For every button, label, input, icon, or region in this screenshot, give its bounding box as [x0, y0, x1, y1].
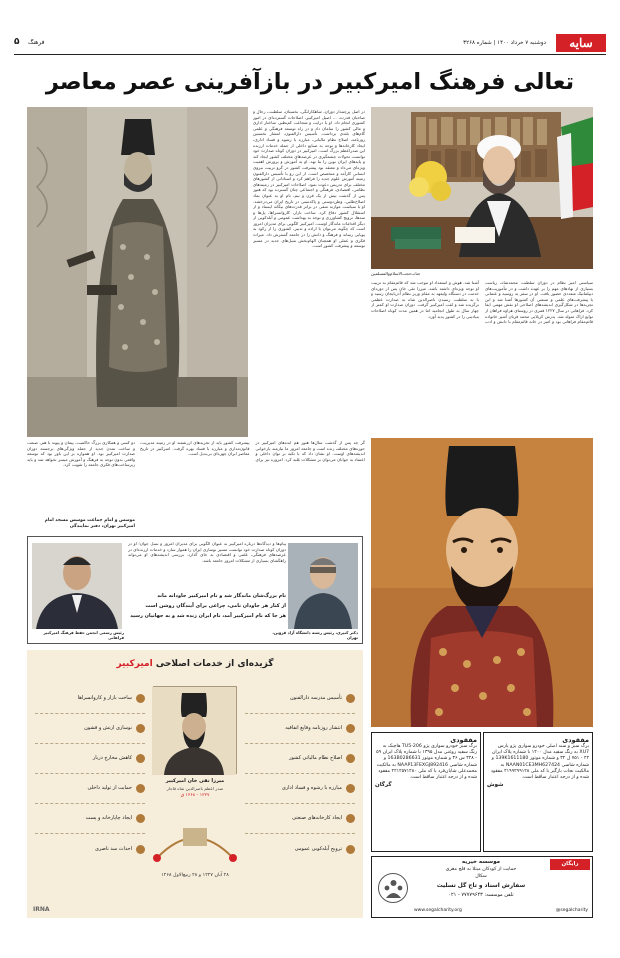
- ad-body: برگ سبز و سند اصلی خودرو سواری پژو پارس XU7 به رنگ سفید مدل ۱۴۰۰ با شماره پلاک ایران ۴۴ - ۷۵۱ ل ۳۲ و شماره موتور 139K1611180 و شماره شاسی NAAN01CE3MH627424 به مالکیت نجات بازگیر با کد ملی ۴۱۹۹۲۹۹۱۲۸ مفقود شده و از درجه اعتبار ساقط است.: [490, 744, 589, 781]
- page-header: [14, 33, 606, 55]
- list-item: مبارزه با رشوه و فساد اداری: [245, 774, 355, 804]
- item-marker-icon: [136, 845, 145, 854]
- amir-kabir-painting: [371, 438, 593, 727]
- infographic-title: [27, 658, 363, 670]
- timeline-decoration: [147, 808, 243, 868]
- amir-kabir-illustration: [371, 438, 593, 727]
- classified-lost-1: [483, 732, 593, 852]
- article-body-lower: گر چه پس از گذشت سال‌ها هنوز هم ایده‌های امیرکبیر در حوزه‌های مختلف زنده است و جامعه امروز ما نیازمند بازخوانی اندیشه‌های اوست. او نشان داد که با تکیه بر توان داخلی و اعتماد به جوانان می‌توان بر مشکلات غلبه کرد. امروزه نیز برای پیشرفت کشور باید از تجربه‌های ارزشمند او در زمینه مدیریت، قانون‌مداری و مبارزه با فساد بهره گرفت. امیرکبیر در تاریخ معاصر ایران چهره‌ای بی‌بدیل است.: [140, 440, 365, 462]
- charity-instagram: @segalcharity: [555, 908, 588, 913]
- list-item: ترویج آبله‌کوبی عمومی: [245, 834, 355, 864]
- infographic-portrait-illustration: [152, 687, 236, 775]
- charity-logo-graphic: [380, 874, 407, 901]
- charity-website: www.segalcharity.org: [414, 908, 462, 913]
- list-item: ساخت بازار و کاروانسراها: [35, 684, 145, 714]
- ad-body: برگ سبز خودرو سواری پژو 206-TU5 هاچبک به رنگ سفید روغنی مدل ۱۳۹۵ با شماره پلاک ایران ۵۹ - ۳۲۸ س ۳۶ و شماره موتور 163B0286631 و شماره شاسی NAAP13FEXGJ892416 به مالکیت محمدعلی شایان‌فرد با کد ملی ۲۲۱۲۵۷۱۲۸۰ مفقود شده و از درجه اعتبار ساقط است.: [376, 744, 477, 781]
- item-marker-icon: [346, 845, 355, 854]
- item-marker-icon: [346, 814, 355, 823]
- interview-text: پیام‌ها و دیدگاه‌ها درباره امیرکبیر به عنوان الگویی برای مدیران امروز و نسل جوان؛ او در دوران کوتاه صدارت خود توانست مسیر نوسازی ایران را هموار سازد و خدمات ارزنده‌ای در عرصه‌های فرهنگی، علمی و اقتصادی به جای گذارد. بررسی اندیشه‌های او می‌تواند راهگشای بسیاری از مشکلات امروز جامعه باشد.: [128, 541, 286, 563]
- portrait-caption: موسس و امام جماعت موسس مسجد امام امیرکبیر تهران، دفتر نمایندگی: [44, 518, 135, 529]
- person-right-illustration: [288, 543, 358, 629]
- issue-date: دوشنبه ۷ خرداد ۱۴۰۰ | شماره ۳۲۶۸: [463, 40, 546, 46]
- person-left-caption: رئیس رسمی انجمن حفظ فرهنگ امیرکبیر فراهانی: [43, 630, 124, 640]
- person-right-caption: دکتر کبیری، رئیس رشته دانشگاه آزاد قزوین، تهران: [272, 630, 358, 640]
- interview-quote-1: نام بزرگ‌شان ماندگار شد و نام امیرکبیر جاودانه ماند: [157, 593, 286, 599]
- infographic-items-right: [245, 684, 355, 864]
- charity-tagline-2: سکال: [475, 874, 487, 879]
- list-item: نوسازی ارتش و قشون: [35, 714, 145, 744]
- item-marker-icon: [346, 784, 355, 793]
- free-badge: رایگان: [550, 859, 590, 870]
- cleric-photo: [371, 107, 593, 269]
- infographic-timeline: [147, 808, 243, 868]
- charity-cta: سفارش اسناد و تاج گل تسلیت: [436, 883, 526, 889]
- cleric-caption: جناب‌حجت‌الاسلام‌والمسلمین: [371, 271, 421, 276]
- infographic-portrait: [153, 686, 237, 774]
- historic-portrait-photo: [27, 107, 248, 437]
- infographic-portrait-name: میرزا تقی خان امیرکبیر: [165, 778, 225, 784]
- infographic-source: IRNA: [33, 906, 50, 913]
- page-title: تعالی فرهنگ امیرکبیر در بازآفرینی عصر معاصر: [45, 69, 575, 95]
- charity-logo-icon: [378, 873, 408, 903]
- item-marker-icon: [136, 784, 145, 793]
- interview-box: [27, 536, 363, 644]
- infographic-years: ۱۲۲۷ - ۱۲۶۸ ق: [180, 793, 210, 798]
- cleric-illustration: [371, 107, 593, 269]
- list-item: حمایت از تولید داخلی: [35, 774, 145, 804]
- infographic-title-main: گزیده‌ای از خدمات اصلاحی: [155, 659, 274, 669]
- logo: سایه: [556, 34, 606, 52]
- infographic-timeline-label: ۲۸ آبان ۱۲۲۷ و ۲۸ ربیع‌الاول ۱۲۶۸: [161, 873, 229, 878]
- article-body-leftmost: دو کسی و همکاری بزرگ حاکمیت، پیمان و پیوند با هنر، صنعت و ساخت تمدن جدید از جمله ویژگی‌های برجسته دوران صدارت امیرکبیر بود. او همواره بر این باور بود که توسعه واقعی بدون توجه به فرهنگ و آموزش میسر نخواهد شد و باید زیرساخت‌های فکری جامعه را تقویت کرد.: [27, 440, 135, 468]
- classified-lost-2: [371, 732, 481, 852]
- infographic-items-left: [35, 684, 145, 864]
- infographic-portrait-sub: صدر اعظم ناصرالدین شاه قاجار: [166, 786, 224, 791]
- charity-ad: [371, 856, 593, 918]
- item-marker-icon: [346, 754, 355, 763]
- item-marker-icon: [136, 814, 145, 823]
- ad-title: مفقودی: [562, 736, 589, 744]
- infographic: [27, 650, 363, 918]
- list-item: اصلاح نظام مالیاتی کشور: [245, 744, 355, 774]
- person-photo-left: [32, 543, 122, 629]
- infographic-title-accent: امیرکبیر: [116, 659, 153, 669]
- article-body-middle: در اصل پرچمدار دوران، شاهکارانگی، نخستان، سلطنت، رجال و صاحبان قدرت، ... اصیل امیرکبیر، اصلاحات گسترده‌ای در امور کشوری انجام داد. او با درایت و شجاعت کم‌نظیر، ساختار اداری و مالی کشور را سامان داد و در راه توسعه فرهنگی و علمی گام‌های بلندی برداشت. تأسیس دارالفنون، انتشار نخستین روزنامه، اصلاح نظام مالیاتی، مبارزه با رشوه و فساد اداری، ایجاد کارخانه‌ها و توجه به صنایع داخلی از جمله خدمات ارزنده این صدراعظم بزرگ است. امیرکبیر در دوران کوتاه صدارت خود توانست تحولات چشمگیری در عرصه‌های مختلف کشور ایجاد کند و پایه‌های ایران نوین را بنا نهد. او به آموزش و پرورش اهمیت ویژه‌ای می‌داد و معتقد بود پیشرفت کشور در گرو تربیت نیروی انسانی کارآمد و متخصص است. از این رو با تأسیس دارالفنون زمینه آموزش علوم جدید را فراهم کرد و استادانی از کشورهای مختلف برای تدریس دعوت نمود. اصلاحات امیرکبیر در زمینه‌های نظامی، اقتصادی، فرهنگی و اجتماعی چنان گسترده بود که هنوز پس از گذشت بیش از یک قرن و نیم، نام او به عنوان نماد اصلاح‌طلبی، وطن‌دوستی و پاکدستی در تاریخ ایران می‌درخشد. او با سیاست موازنه منفی در برابر قدرت‌های بیگانه ایستاد و از استقلال کشور دفاع کرد. ساخت بازار، کاروانسراها، پل‌ها و سدها، ترویج کشاورزی و توجه به بهداشت عمومی و آبله‌کوبی از دیگر اقدامات ماندگار اوست. امیرکبیر الگویی برای مدیران امروز است که چگونه می‌توان با اراده و تدبیر، کشوری را از رکود به پویایی رساند و فرهنگ و دانش را در جامعه گسترش داد. میراث فکری و عملی او همچنان الهام‌بخش نسل‌های جدید در مسیر توسعه و پیشرفت کشور است.: [253, 109, 365, 249]
- item-marker-icon: [136, 724, 145, 733]
- list-item: کاهش مخارج دربار: [35, 744, 145, 774]
- ad-place: گرگان: [375, 782, 392, 789]
- list-item: انتشار روزنامه وقایع اتفاقیه: [245, 714, 355, 744]
- charity-phone: تلفن موسسه: ۷۷۷۷۹۶۴۳ - ۰۲۱: [448, 892, 514, 898]
- interview-quote-2: از کنار هر جاودان نامی، چراغی برای آیندگان روشن است: [145, 603, 286, 609]
- interview-quote-3: هر جا که نام امیرکبیر آمد، نام ایران زنده شد و به جهانیان رسید: [130, 613, 286, 619]
- ad-title: مفقودی: [450, 736, 477, 744]
- list-item: ایجاد چاپارخانه و پست: [35, 804, 145, 834]
- list-item: ایجاد کارخانه‌های صنعتی: [245, 804, 355, 834]
- page-number: ۵: [14, 37, 20, 47]
- item-marker-icon: [346, 694, 355, 703]
- historic-portrait-illustration: [27, 107, 248, 437]
- charity-org: موسسه خیریه: [461, 859, 501, 865]
- item-marker-icon: [136, 754, 145, 763]
- person-left-illustration: [32, 543, 122, 629]
- ad-place: شوش: [487, 782, 504, 789]
- article-body-right: سیاستی امیر نظام در دوران سلطنت محمدشاه، ریاست بسیاری از نهادهای مهم را بر عهده داشت و در مأموریت‌های دیپلماتیک متعددی حضور یافت. او در سفر به روسیه و عثمانی با پیشرفت‌های علمی و صنعتی آن کشورها آشنا شد و این تجربه‌ها در شکل‌گیری اندیشه‌های اصلاحی او نقش مهمی ایفا کرد. فراهانی در سال ۱۲۲۷ قمری در روستای هزاوه فراهان از توابع اراک متولد شد. پدرش کربلایی محمد قربان آشپز خانواده قائم‌مقام فراهانی بود و امیر در خانه قائم‌مقام با دانش و ادب آشنا شد. هوش و استعداد او موجب شد که قائم‌مقام به تربیت او توجه ویژه‌ای داشته باشد. میرزا تقی خان پس از دوره‌ای خدمت در دستگاه ولیعهد به مقام وزیر نظام آذربایجان رسید و با به سلطنت رسیدن ناصرالدین شاه به صدارت عظمی برگزیده شد و لقب امیرکبیر گرفت. دوران صدارت او کمتر از چهار سال به طول انجامید اما در همین مدت کوتاه اصلاحات بنیادینی را در کشور پدید آورد.: [371, 280, 593, 325]
- list-item: احداث سد ناصری: [35, 834, 145, 864]
- list-item: تأسیس مدرسه دارالفنون: [245, 684, 355, 714]
- person-photo-right: [288, 543, 358, 629]
- item-marker-icon: [136, 694, 145, 703]
- section-label: فرهنگ: [28, 39, 45, 46]
- item-marker-icon: [346, 724, 355, 733]
- charity-tagline: حمایت از کودکان مبتلا به فلج مغزی: [445, 867, 517, 872]
